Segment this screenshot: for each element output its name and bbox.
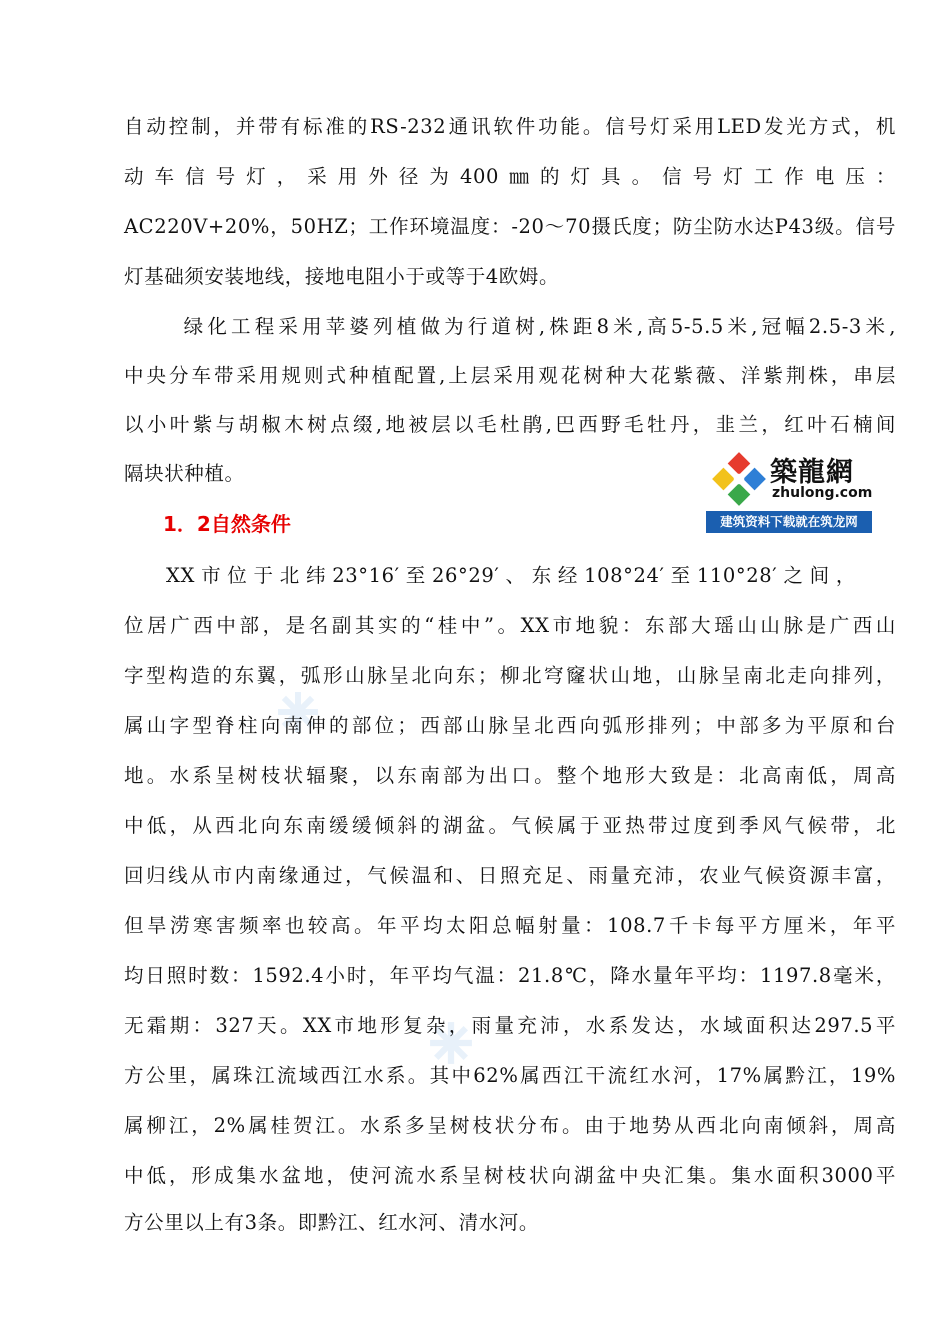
paragraph-line: 位居广西中部，是名副其实的“桂中”。XX市地貌：东部大瑶山山脉是广西山 (124, 614, 896, 637)
zhulong-logo (706, 449, 872, 533)
paragraph-line: 中低，形成集水盆地，使河流水系呈树枝状向湖盆中央汇集。集水面积3000平 (124, 1164, 896, 1187)
logo-name: 築龍網 (770, 457, 854, 488)
paragraph-line: 方公里，属珠江流域西江水系。其中62%属西江干流红水河，17%属黔江，19% (124, 1064, 896, 1087)
logo-banner (706, 511, 872, 533)
paragraph-line: 灯基础须安装地线，接地电阻小于或等于4欧姆。 (124, 265, 560, 288)
logo-slogan: 建筑资料下载就在筑龙网 (720, 514, 858, 529)
paragraph-line: 方公里以上有3条。即黔江、红水河、清水河。 (124, 1211, 540, 1234)
paragraph-line: 以小叶紫与胡椒木树点缀,地被层以毛杜鹃,巴西野毛牡丹，韭兰，红叶石楠间 (124, 413, 896, 436)
paragraph-line: 中低，从西北向东南缓缓倾斜的湖盆。气候属于亚热带过度到季风气候带，北 (124, 814, 896, 837)
paragraph-line: 字型构造的东翼，弧形山脉呈北向东；柳北穹窿状山地，山脉呈南北走向排列， (124, 664, 896, 687)
paragraph-line: 中央分车带采用规则式种植配置,上层采用观花树种大花紫薇、洋紫荆株，串层 (124, 364, 896, 387)
paragraph-line: XX市位于北纬23°16′至26°29′、东经108°24′至110°28′之间， (166, 564, 856, 587)
paragraph-line: 动车信号灯，采用外径为400㎜的灯具。信号灯工作电压： (124, 165, 896, 188)
paragraph-line: 隔块状种植。 (124, 462, 245, 485)
paragraph-line: 绿化工程采用苹婆列植做为行道树,株距8米,高5-5.5米,冠幅2.5-3米, (160, 315, 896, 338)
paragraph-line: 无霜期：327天。XX市地形复杂，雨量充沛，水系发达，水域面积达297.5平 (124, 1014, 896, 1037)
paragraph-line: AC220V+20%，50HZ；工作环境温度：-20～70摄氏度；防尘防水达P43级。信号 (124, 215, 896, 238)
paragraph-line: 属柳江，2%属桂贺江。水系多呈树枝状分布。由于地势从西北向南倾斜，周高 (124, 1114, 896, 1137)
paragraph-line: 属山字型脊柱向南伸的部位；西部山脉呈北西向弧形排列；中部多为平原和台 (124, 714, 896, 737)
paragraph-line: 均日照时数：1592.4小时，年平均气温：21.8℃，降水量年平均：1197.8毫米， (124, 964, 896, 987)
paragraph-line: 但旱涝寒害频率也较高。年平均太阳总幅射量：108.7千卡每平方厘米，年平 (124, 914, 896, 937)
logo-domain: zhulong.com (772, 485, 873, 501)
paragraph-line: 回归线从市内南缘通过，气候温和、日照充足、雨量充沛，农业气候资源丰富， (124, 864, 896, 887)
paragraph-line: 自动控制，并带有标准的RS-232通讯软件功能。信号灯采用LED发光方式，机 (124, 115, 896, 138)
zhulong-logo-icon (712, 451, 766, 507)
section-heading: 1．2自然条件 (163, 512, 291, 536)
paragraph-line: 地。水系呈树枝状辐聚，以东南部为出口。整个地形大致是：北高南低，周高 (124, 764, 896, 787)
